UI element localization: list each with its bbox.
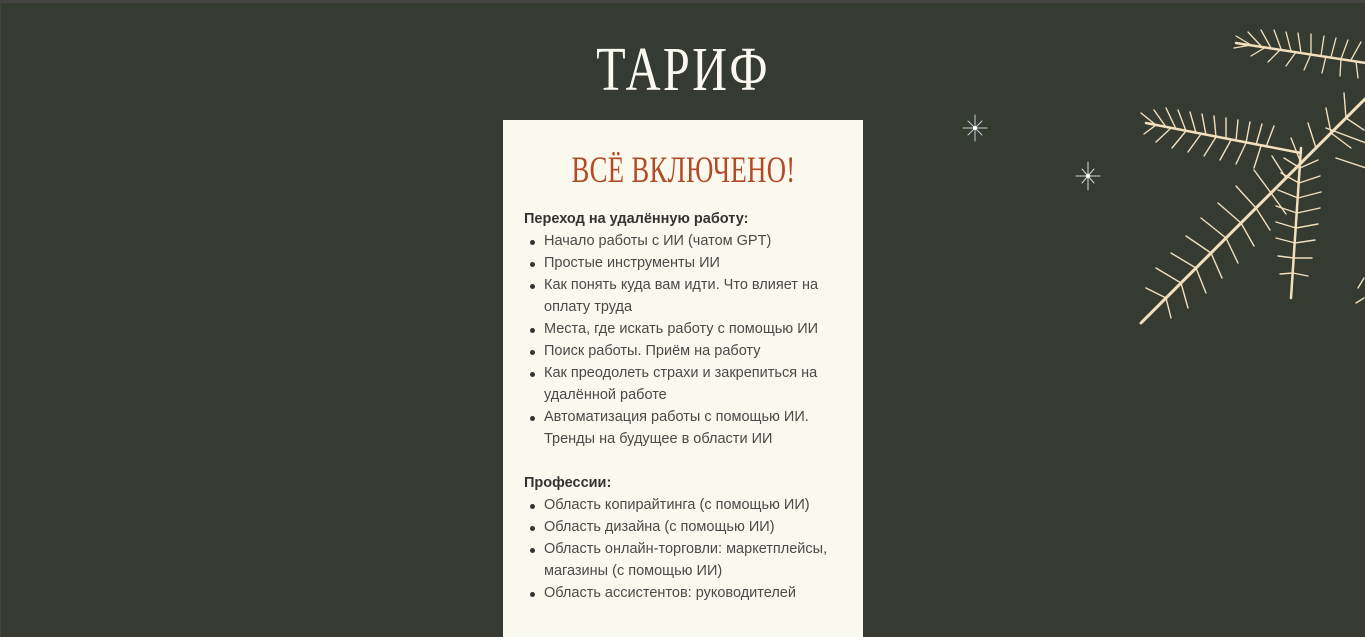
list-item: Автоматизация работы с помощью ИИ. Тренды на будущее в области ИИ: [544, 406, 843, 450]
list-item: Область дизайна (с помощью ИИ): [544, 516, 843, 538]
list-item: Начало работы с ИИ (чатом GPT): [544, 230, 843, 252]
tariff-page: [1, 3, 1365, 637]
card-heading: ВСЁ ВКЛЮЧЕНО!: [571, 150, 796, 191]
list-item: Область копирайтинга (с помощью ИИ): [544, 494, 843, 516]
sparkle-icon: [1075, 161, 1101, 191]
list-item: Простые инструменты ИИ: [544, 252, 843, 274]
page-title: ТАРИФ: [596, 35, 770, 104]
tariff-card: [503, 120, 863, 637]
list-item: Область онлайн-торговли: маркетплейсы, магазины (с помощью ИИ): [544, 538, 843, 582]
sparkle-icon: [962, 114, 988, 142]
list-item: Как преодолеть страхи и закрепиться на удалённой работе: [544, 362, 843, 406]
section-title-professions: Профессии:: [524, 475, 612, 491]
pine-branch-icon: [1126, 18, 1365, 338]
list-item: Область ассистентов: руководителей: [544, 582, 843, 604]
section-title-remote-work: Переход на удалённую работу:: [524, 211, 749, 227]
list-item: Поиск работы. Приём на работу: [544, 340, 843, 362]
list-item: Как понять куда вам идти. Что влияет на оплату труда: [544, 274, 843, 318]
list-item: Места, где искать работу с помощью ИИ: [544, 318, 843, 340]
remote-work-list: [524, 230, 843, 450]
professions-list: [524, 494, 843, 604]
